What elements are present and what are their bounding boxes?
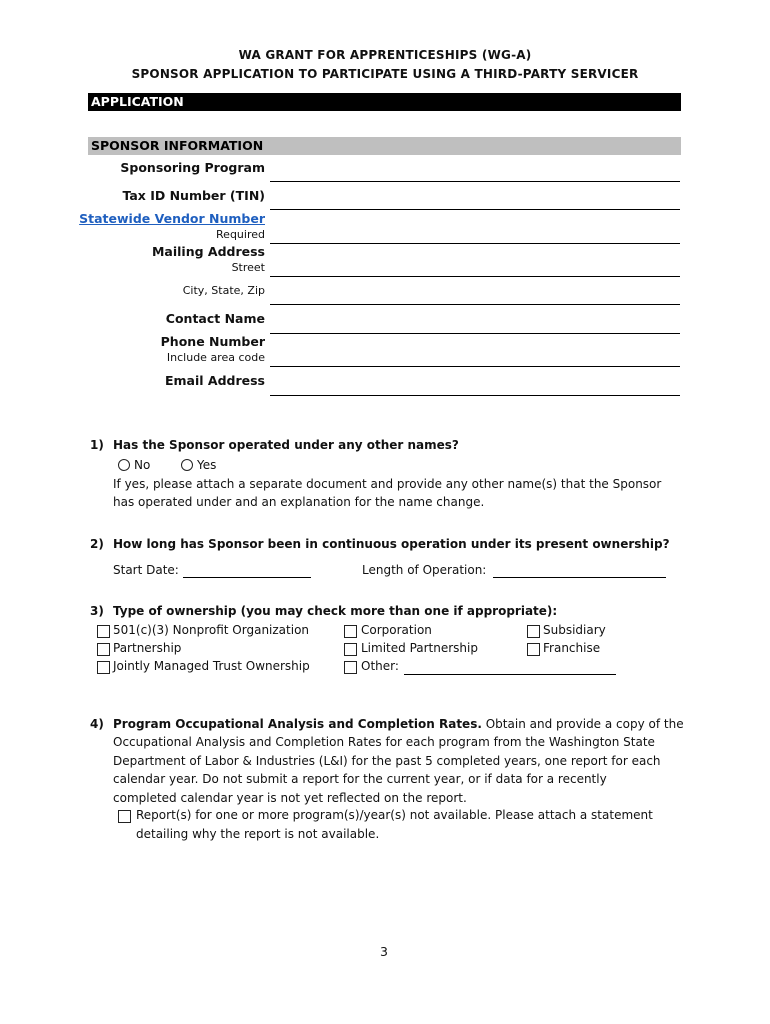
contact-name-label: Contact Name xyxy=(165,311,265,326)
partnership-checkbox[interactable] xyxy=(97,643,110,656)
statewide-vendor-number-link[interactable]: Statewide Vendor Number xyxy=(79,211,265,226)
q3-number: 3) xyxy=(90,604,104,618)
include-area-code-note: Include area code xyxy=(166,351,265,364)
q2-number: 2) xyxy=(90,537,104,551)
email-address-field[interactable] xyxy=(270,395,680,396)
nonprofit-label: 501(c)(3) Nonprofit Organization xyxy=(113,623,310,637)
corporation-checkbox[interactable] xyxy=(344,625,357,638)
q1-note-line2: has operated under and an explanation for the name change. xyxy=(113,495,485,509)
start-date-field[interactable] xyxy=(183,577,311,578)
other-field[interactable] xyxy=(404,674,616,675)
q2-question: How long has Sponsor been in continuous operation under its present ownership? xyxy=(113,537,670,551)
tax-id-label: Tax ID Number (TIN) xyxy=(122,188,265,203)
limited-partnership-checkbox[interactable] xyxy=(344,643,357,656)
limited-partnership-label: Limited Partnership xyxy=(361,641,478,655)
report-unavailable-line2: detailing why the report is not available. xyxy=(136,827,380,841)
q4-title: Program Occupational Analysis and Completion Rates. xyxy=(113,717,482,731)
form-subtitle: SPONSOR APPLICATION TO PARTICIPATE USING A THIRD-PARTY SERVICER xyxy=(131,67,639,81)
phone-number-label: Phone Number xyxy=(160,334,265,349)
required-note: Required xyxy=(216,228,265,241)
q1-number: 1) xyxy=(90,438,104,452)
mailing-address-label: Mailing Address xyxy=(151,244,265,259)
q1-no-radio[interactable] xyxy=(118,459,130,471)
street-label: Street xyxy=(231,261,265,274)
q4-line5: completed calendar year is not yet reflected on the report. xyxy=(113,791,467,805)
form-title: WA GRANT FOR APPRENTICESHIPS (WG-A) xyxy=(238,48,532,62)
trust-ownership-checkbox[interactable] xyxy=(97,661,110,674)
q4-number: 4) xyxy=(90,717,104,731)
page-number: 3 xyxy=(380,944,388,959)
city-state-zip-label: City, State, Zip xyxy=(182,284,265,297)
sponsoring-program-field[interactable] xyxy=(270,181,680,182)
q1-yes-radio[interactable] xyxy=(181,459,193,471)
length-of-operation-label: Length of Operation: xyxy=(362,563,487,577)
subsidiary-label: Subsidiary xyxy=(543,623,606,637)
q4-line3: Department of Labor & Industries (L&I) for the past 5 completed years, one report for each xyxy=(113,754,661,768)
report-unavailable-line1: Report(s) for one or more program(s)/year(s) not available. Please attach a statement xyxy=(136,808,653,822)
email-address-label: Email Address xyxy=(164,373,265,388)
start-date-label: Start Date: xyxy=(113,563,179,577)
street-field[interactable] xyxy=(270,276,680,277)
corporation-label: Corporation xyxy=(361,623,432,637)
other-label: Other: xyxy=(361,659,399,673)
nonprofit-checkbox[interactable] xyxy=(97,625,110,638)
other-checkbox[interactable] xyxy=(344,661,357,674)
q4-text1: Obtain and provide a copy of the xyxy=(485,717,684,731)
trust-ownership-label: Jointly Managed Trust Ownership xyxy=(113,659,310,673)
partnership-label: Partnership xyxy=(113,641,182,655)
q1-no-label: No xyxy=(134,458,151,472)
length-of-operation-field[interactable] xyxy=(493,577,666,578)
franchise-label: Franchise xyxy=(543,641,601,655)
sponsor-information-heading: SPONSOR INFORMATION xyxy=(88,137,681,155)
report-unavailable-checkbox[interactable] xyxy=(118,810,131,823)
q1-yes-label: Yes xyxy=(197,458,217,472)
phone-number-field[interactable] xyxy=(270,366,680,367)
vendor-number-field[interactable] xyxy=(270,243,680,244)
q4-line2: Occupational Analysis and Completion Rates for each program from the Washington State xyxy=(113,735,655,749)
tax-id-field[interactable] xyxy=(270,209,680,210)
q4-line4: calendar year. Do not submit a report for the current year, or if data for a recently xyxy=(113,772,607,786)
q4-first-line xyxy=(113,717,684,731)
subsidiary-checkbox[interactable] xyxy=(527,625,540,638)
q3-question: Type of ownership (you may check more than one if appropriate): xyxy=(113,604,558,618)
q1-note-line1: If yes, please attach a separate document and provide any other name(s) that the Sponsor xyxy=(113,477,662,491)
franchise-checkbox[interactable] xyxy=(527,643,540,656)
q1-question: Has the Sponsor operated under any other names? xyxy=(113,438,459,452)
sponsoring-program-label: Sponsoring Program xyxy=(120,160,265,175)
city-state-zip-field[interactable] xyxy=(270,304,680,305)
application-section-bar: APPLICATION xyxy=(88,93,681,111)
contact-name-field[interactable] xyxy=(270,333,680,334)
